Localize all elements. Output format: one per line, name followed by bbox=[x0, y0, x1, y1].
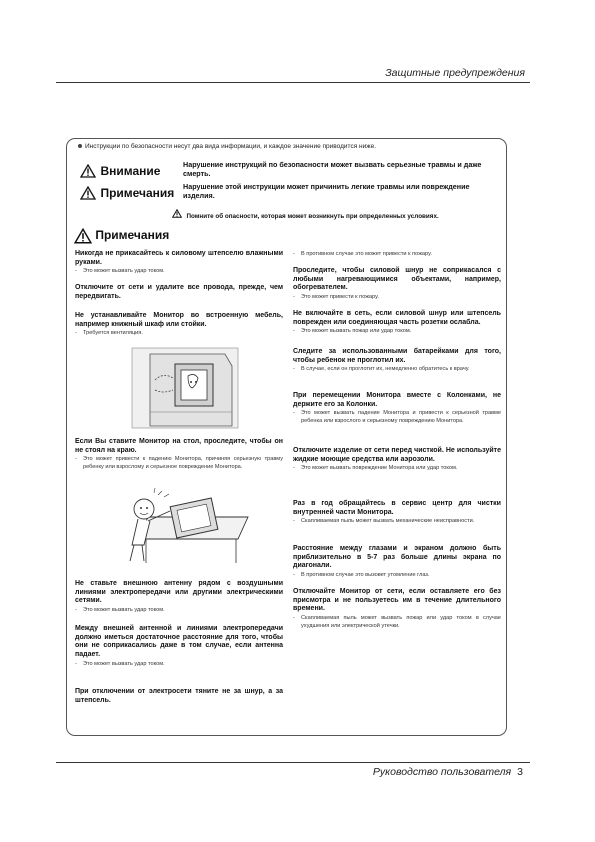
right-item-5 bbox=[293, 392, 501, 425]
item-title: Отключите изделие от сети перед чисткой. Не используйте жидкие моющие средства или аэрозоли. bbox=[293, 447, 501, 463]
right-item-7 bbox=[293, 500, 501, 526]
item-note: - Это может вызвать удар током. bbox=[75, 607, 283, 614]
item-title: Никогда не прикасайтесь к силовому штепселю влажными руками. bbox=[75, 250, 283, 266]
footer-title: Руководство пользователя bbox=[372, 766, 512, 778]
item-title: Расстояние между глазами и экраном должно быть приблизительно в 5-7 раз больше длины экрана по диагонали. bbox=[293, 545, 501, 570]
section-title-text: Примечания bbox=[95, 228, 170, 243]
note-description: Нарушение этой инструкции может причинить легкие травмы или повреждение изделия. bbox=[183, 182, 470, 200]
legend-caution bbox=[172, 205, 439, 223]
page-number: 3 bbox=[517, 766, 523, 778]
item-title: Раз в год обращайтесь в сервис центр для чистки внутренней части Монитора. bbox=[293, 500, 501, 516]
item-note: - Это может привести к пожару. bbox=[293, 294, 501, 301]
item-title: Отключайте Монитор от сети, если оставляете его без присмотра и не пользуетесь им в течение длительного времени. bbox=[293, 588, 501, 613]
note-label: Примечания bbox=[100, 186, 175, 200]
right-item-3 bbox=[293, 310, 501, 336]
item-note: - Требуется вентиляция. bbox=[75, 330, 283, 337]
item-title: Не устанавливайте Монитор во встроенную мебель, например книжный шкаф или стойки. bbox=[75, 312, 283, 328]
item-note: - Это может вызвать падение Монитора и привести к серьезной травме ребенка или взрослого и серьезному повреждению Монитора. bbox=[293, 410, 501, 425]
left-item-7 bbox=[75, 688, 283, 705]
left-item-1 bbox=[75, 250, 283, 276]
item-title: Проследите, чтобы силовой шнур не соприкасался с любыми нагревающимися объектами, например, обогревателем. bbox=[293, 267, 501, 292]
header-divider bbox=[56, 82, 530, 83]
left-item-5 bbox=[75, 580, 283, 615]
item-note: - Это может вызвать повреждение Монитора или удар током. bbox=[293, 465, 501, 472]
item-note: - Скапливаемая пыль может вызвать механические неисправности. bbox=[293, 518, 501, 525]
page-footer bbox=[373, 766, 523, 778]
item-note: - Это может вызвать пожар или удар током. bbox=[293, 328, 501, 335]
warning-description: Нарушение инструкций по безопасности может вызвать серьезные травмы и даже смерть. bbox=[183, 160, 482, 178]
left-item-4 bbox=[75, 438, 283, 471]
caution-text: Помните об опасности, которая может возникнуть при определенных условиях. bbox=[186, 213, 439, 220]
footer-divider bbox=[56, 762, 530, 763]
child-monitor-table-illustration bbox=[118, 487, 253, 567]
right-item-4 bbox=[293, 348, 501, 374]
warning-triangle-icon bbox=[80, 186, 96, 200]
page-header-title: Защитные предупреждения bbox=[385, 67, 525, 79]
item-note: - Это может вызвать удар током. bbox=[75, 661, 283, 668]
right-item-9 bbox=[293, 588, 501, 630]
left-item-6 bbox=[75, 625, 283, 668]
item-title: Не ставьте внешнюю антенну рядом с воздушными линиями электропередачи или другими электрическими сетями. bbox=[75, 580, 283, 605]
item-title: Если Вы ставите Монитор на стол, проследите, чтобы он не стоял на краю. bbox=[75, 438, 283, 454]
item-title: При перемещении Монитора вместе с Колонками, не держите его за Колонки. bbox=[293, 392, 501, 408]
legend-note bbox=[80, 184, 174, 202]
warning-label: Внимание bbox=[100, 164, 161, 178]
monitor-in-furniture-illustration bbox=[130, 346, 240, 430]
right-item-6 bbox=[293, 447, 501, 473]
right-item-2 bbox=[293, 267, 501, 302]
bullet-icon bbox=[78, 144, 82, 148]
item-note: - В противном случае это вызовет утомление глаз. bbox=[293, 572, 501, 579]
legend-warning bbox=[80, 162, 160, 180]
warning-triangle-icon bbox=[80, 164, 96, 178]
item-note: - Скапливаемая пыль может вызвать пожар или удар током в случае ухудшения или электрической утечки. bbox=[293, 615, 501, 630]
warning-triangle-icon bbox=[172, 209, 182, 218]
section-title bbox=[74, 228, 169, 244]
left-item-3 bbox=[75, 312, 283, 338]
left-item-2 bbox=[75, 284, 283, 301]
warning-triangle-icon bbox=[74, 228, 92, 244]
item-title: Не включайте в сеть, если силовой шнур или штепсель поврежден или соединяющая часть розетки ослабла. bbox=[293, 310, 501, 326]
intro-line bbox=[78, 143, 376, 150]
right-item-1 bbox=[293, 250, 501, 258]
right-item-8 bbox=[293, 545, 501, 580]
item-title: Между внешней антенной и линиями электропередачи должно иметься достаточное расстояние для того, чтобы они не соприкасались даже в том случае, если антенна падает. bbox=[75, 625, 283, 659]
item-title: При отключении от электросети тяните не за шнур, а за штепсель. bbox=[75, 688, 283, 704]
item-note: - В противном случае это может привести к пожару. bbox=[293, 251, 501, 258]
item-note: - Это может вызвать удар током. bbox=[75, 268, 283, 275]
item-note: - В случае, если он проглотит их, немедленно обратитесь к врачу. bbox=[293, 366, 501, 373]
item-title: Отключите от сети и удалите все провода, прежде, чем передвигать. bbox=[75, 284, 283, 300]
item-note: - Это может привести к падению Монитора, причиняя серьезную травму ребенку или взрослому и серьезное повреждение Монитора. bbox=[75, 456, 283, 471]
item-title: Следите за использованными батарейками для того, чтобы ребенок не проглотил их. bbox=[293, 348, 501, 364]
intro-text: Инструкции по безопасности несут два вида информации, и каждое значение приводится ниже. bbox=[85, 143, 377, 150]
